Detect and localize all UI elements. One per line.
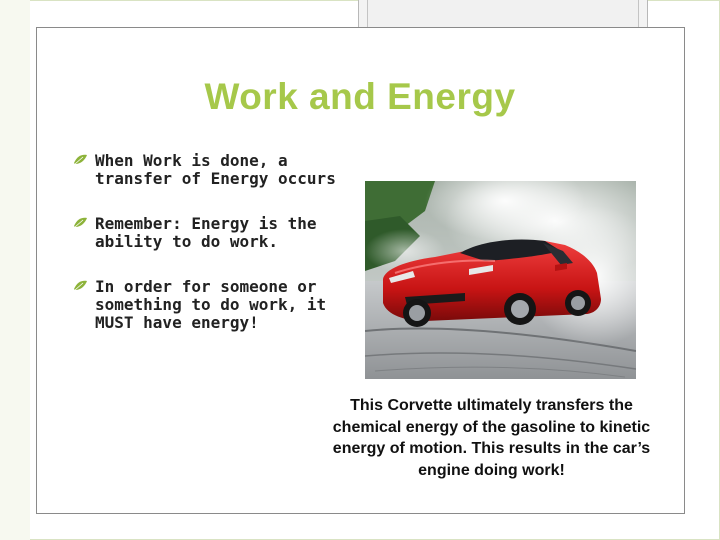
red-sports-car-icon [365,181,636,379]
bullet-text: Remember: Energy is the ability to do work. [95,214,317,251]
bullet-item [74,215,336,251]
leaf-bullet-icon [74,280,87,291]
bullet-text: In order for someone or something to do work, it MUST have energy! [95,277,327,332]
bullet-item [74,278,336,332]
bullet-list [74,152,336,359]
corvette-photo [365,181,636,379]
leaf-bullet-icon [74,217,87,228]
leaf-bullet-icon [74,154,87,165]
bullet-item [74,152,336,188]
photo-caption: This Corvette ultimately transfers the chemical energy of the gasoline to kinetic energy of motion. This results in the car’s engine doing work! [332,397,651,479]
slide-title: Work and Energy [204,76,516,117]
bullet-text: When Work is done, a transfer of Energy occurs [95,151,336,188]
